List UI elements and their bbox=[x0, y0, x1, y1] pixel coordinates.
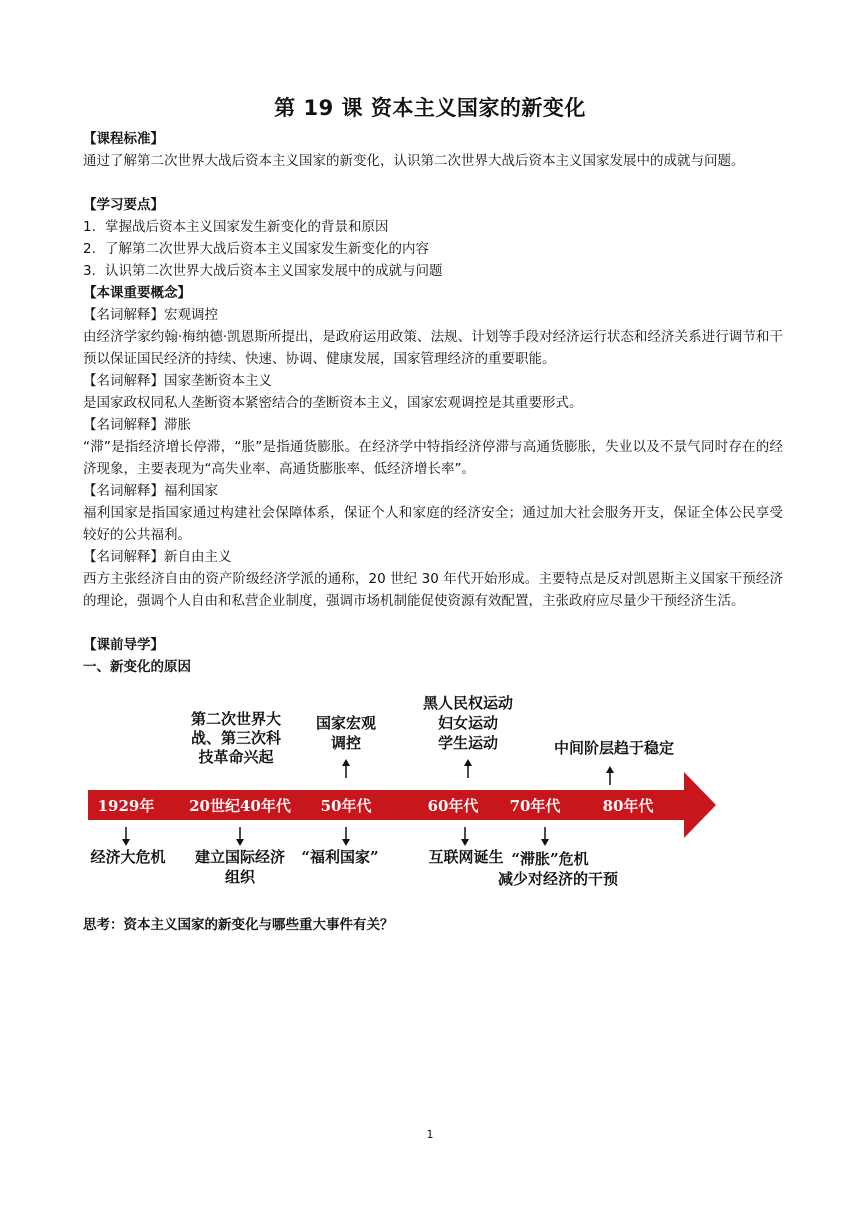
timeline-event-below: 建立国际经济 bbox=[194, 848, 286, 866]
list-text: 掌握战后资本主义国家发生新变化的背景和原因 bbox=[105, 219, 389, 235]
list-text: 认识第二次世界大战后资本主义国家发展中的成就与问题 bbox=[105, 263, 443, 279]
timeline-event-above: 调控 bbox=[330, 734, 362, 752]
term-label: 【名词解释】新自由主义 bbox=[83, 549, 232, 565]
timeline-event-below: “福利国家” bbox=[301, 848, 379, 866]
term-definition: 由经济学家约翰·梅纳德·凯恩斯所提出，是政府运用政策、法规、计划等手段对经济运行状态和经济关系进行调节和干预以保证国民经济的持续、快速、协调、健康发展，国家管理经济的重要职能。 bbox=[83, 329, 783, 367]
timeline-diagram bbox=[88, 690, 728, 890]
course-standard-heading: 【课程标准】 bbox=[83, 131, 164, 147]
timeline-event-below: “滞胀”危机 bbox=[511, 850, 589, 868]
timeline-event-above: 中间阶层趋于稳定 bbox=[553, 739, 675, 757]
timeline-year: 1929年 bbox=[97, 797, 155, 815]
term-label: 【名词解释】滞胀 bbox=[83, 417, 191, 433]
timeline-event-below: 经济大危机 bbox=[90, 848, 166, 866]
arrow-down-icon bbox=[122, 839, 130, 846]
timeline-year: 70年代 bbox=[509, 797, 561, 815]
arrow-up-icon bbox=[464, 759, 472, 766]
arrow-up-icon bbox=[342, 759, 350, 766]
page-number: 1 bbox=[426, 1128, 434, 1141]
term-label: 【名词解释】国家垄断资本主义 bbox=[83, 373, 272, 389]
reflection-question: 思考：资本主义国家的新变化与哪些重大事件有关？ bbox=[83, 917, 394, 933]
timeline-event-below: 减少对经济的干预 bbox=[497, 870, 619, 888]
timeline-year: 60年代 bbox=[427, 797, 479, 815]
timeline-year: 80年代 bbox=[602, 797, 654, 815]
timeline-event-above: 学生运动 bbox=[437, 734, 499, 752]
arrow-down-icon bbox=[342, 839, 350, 846]
arrow-down-icon bbox=[541, 839, 549, 846]
causes-subheading: 一、新变化的原因 bbox=[83, 659, 191, 675]
key-point-item bbox=[83, 216, 389, 238]
timeline-event-above: 黑人民权运动 bbox=[422, 694, 514, 712]
concepts-heading: 【本课重要概念】 bbox=[83, 285, 191, 301]
timeline-event-below: 互联网诞生 bbox=[428, 848, 504, 866]
term-definition: 福利国家是指国家通过构建社会保障体系，保证个人和家庭的经济安全；通过加大社会服务开支，保证全体公民享受较好的公共福利。 bbox=[83, 505, 783, 543]
timeline-event-above: 战、第三次科 bbox=[190, 729, 282, 747]
term-label: 【名词解释】福利国家 bbox=[83, 483, 218, 499]
timeline-year: 50年代 bbox=[320, 797, 372, 815]
list-text: 了解第二次世界大战后资本主义国家发生新变化的内容 bbox=[105, 241, 429, 257]
timeline-year: 20世纪40年代 bbox=[189, 797, 291, 815]
timeline-event-above: 国家宏观 bbox=[315, 714, 377, 732]
lesson-title: 第 19 课 资本主义国家的新变化 bbox=[274, 96, 586, 120]
term-definition: “滞”是指经济增长停滞，“胀”是指通货膨胀。在经济学中特指经济停滞与高通货膨胀，失业以及不景气同时存在的经济现象，主要表现为“高失业率、高通货膨胀率、低经济增长率”。 bbox=[83, 439, 783, 477]
timeline-event-above: 技革命兴起 bbox=[198, 748, 274, 766]
course-standard-text: 通过了解第二次世界大战后资本主义国家的新变化，认识第二次世界大战后资本主义国家发展中的成就与问题。 bbox=[83, 153, 745, 169]
term-definition: 是国家政权同私人垄断资本紧密结合的垄断资本主义，国家宏观调控是其重要形式。 bbox=[83, 395, 583, 411]
term-definition: 西方主张经济自由的资产阶级经济学派的通称，20 世纪 30 年代开始形成。主要特点是反对凯恩斯主义国家干预经济的理论，强调个人自由和私营企业制度，强调市场机制能促使资源有效配置，主张政府应尽量少干预经济生活。 bbox=[83, 571, 783, 609]
list-number: 3. bbox=[83, 263, 96, 279]
term-label: 【名词解释】宏观调控 bbox=[83, 307, 218, 323]
timeline-event-below: 组织 bbox=[224, 868, 256, 886]
timeline-event-above: 妇女运动 bbox=[437, 714, 499, 732]
list-number: 2. bbox=[83, 241, 96, 257]
preview-heading: 【课前导学】 bbox=[83, 637, 164, 653]
arrow-up-icon bbox=[606, 766, 614, 773]
key-point-item bbox=[83, 238, 429, 260]
key-point-item bbox=[83, 260, 443, 282]
timeline-event-above: 第二次世界大 bbox=[190, 710, 282, 728]
list-number: 1. bbox=[83, 219, 96, 235]
arrow-down-icon bbox=[461, 839, 469, 846]
arrow-down-icon bbox=[236, 839, 244, 846]
key-points-heading: 【学习要点】 bbox=[83, 197, 164, 213]
